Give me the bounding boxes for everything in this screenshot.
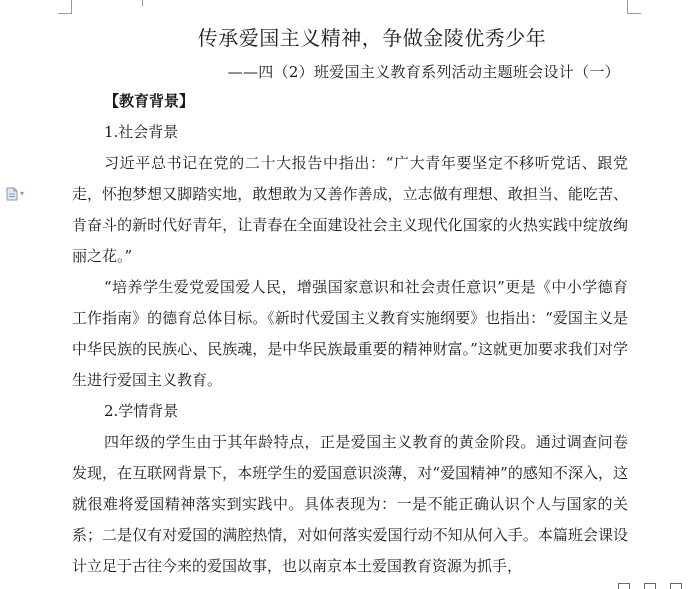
- zoom-icon[interactable]: [670, 583, 682, 589]
- dropdown-caret-icon: ▾: [20, 189, 25, 198]
- document-icon: [6, 187, 18, 201]
- comment-document-icon[interactable]: [6, 186, 30, 202]
- document-subtitle: ——四（2）班爱国主义教育系列活动主题班会设计（一）: [227, 63, 620, 81]
- crop-mark-top-left-v: [71, 0, 72, 14]
- status-bar-icons: [618, 583, 682, 589]
- crop-mark-top-left-h: [58, 13, 72, 14]
- paragraph-3: 四年级的学生由于其年龄特点，正是爱国主义教育的黄金阶段。通过调查问卷发现，在互联网背景下，本班学生的爱国意识淡薄，对“爱国精神”的感知不深入，这就很难将爱国精神落实到实践中。具体表现为：一是不能正确认识个人与国家的关系；二是仅有对爱国的满腔热情，对如何落实爱国行动不知从何入手。本篇班会课设计立足于古往今来的爱国故事，也以南京本土爱国教育资源为抓手，: [72, 433, 628, 575]
- crop-mark-top-right-v: [627, 0, 628, 14]
- crop-mark-top-right-h: [627, 13, 641, 14]
- paragraph-1: 习近平总书记在党的二十大报告中指出：“广大青年要坚定不移听党话、跟党走，怀抱梦想又脚踏实地，敢想敢为又善作善成，立志做有理想、敢担当、能吃苦、肯奋斗的新时代好青年，让青春在全面建设社会主义现代化国家的火热实践中绽放绚丽之花。”: [72, 154, 628, 265]
- subheading-learner-background: 2.学情背景: [104, 402, 179, 420]
- view-mode-icon[interactable]: [618, 583, 630, 589]
- subheading-social-background: 1.社会背景: [104, 123, 179, 141]
- section-heading: 【教育背景】: [104, 92, 195, 110]
- paragraph-2: “培养学生爱党爱国爱人民，增强国家意识和社会责任意识”更是《中小学德育工作指南》的德育总体目标。《新时代爱国主义教育实施纲要》也指出：“爱国主义是中华民族的民族心、民族魂，是中华民族最重要的精神财富。”这就更加要求我们对学生进行爱国主义教育。: [72, 278, 628, 389]
- layout-icon[interactable]: [644, 583, 656, 589]
- document-title: 传承爱国主义精神，争做金陵优秀少年: [197, 26, 547, 50]
- crop-mark-top-mid: [142, 0, 143, 6]
